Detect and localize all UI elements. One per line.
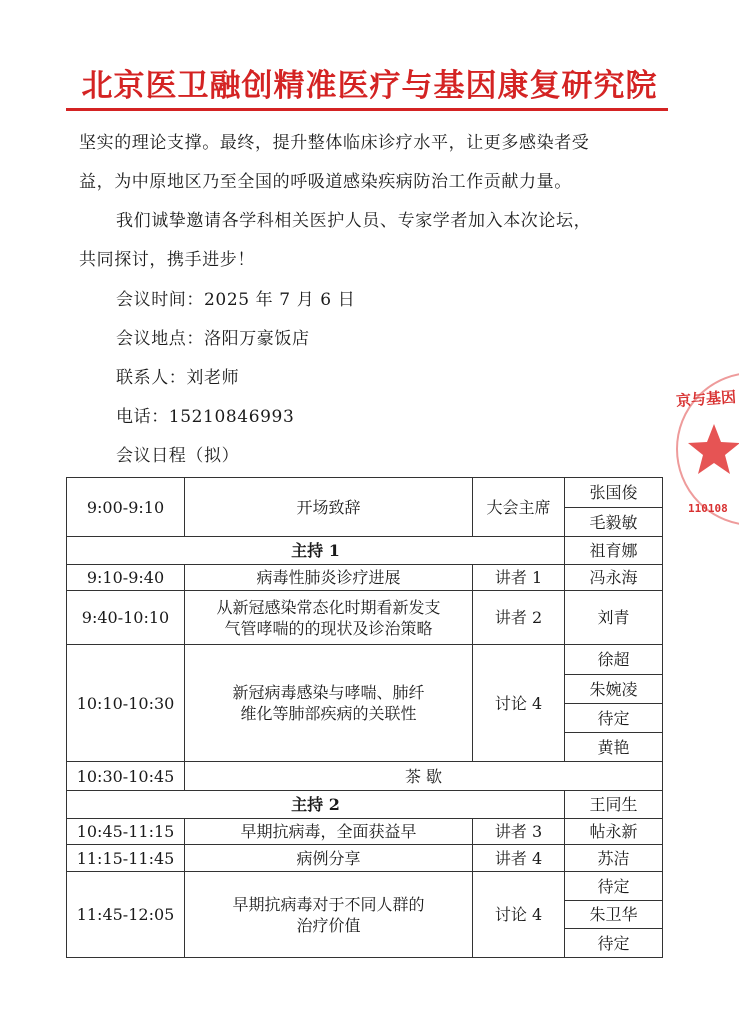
time-cell: 9:40-10:10 xyxy=(67,591,185,645)
topic-line: 新冠病毒感染与哮喘、肺纤 xyxy=(232,683,425,702)
time-cell: 10:30-10:45 xyxy=(67,762,185,791)
table-row xyxy=(67,872,663,901)
host-label-cell: 主持 2 xyxy=(67,791,565,819)
paragraph-line: 坚实的理论支撑。最终，提升整体临床诊疗水平，让更多感染者受 xyxy=(79,133,590,153)
topic-cell xyxy=(185,591,473,645)
role-cell: 大会主席 xyxy=(473,478,565,537)
time-cell: 11:45-12:05 xyxy=(67,872,185,958)
paragraph-line: 我们诚挚邀请各学科相关医护人员、专家学者加入本次论坛， xyxy=(116,211,592,231)
time-cell: 10:10-10:30 xyxy=(67,645,185,762)
person-cell: 待定 xyxy=(565,872,663,901)
person-cell: 徐超 xyxy=(565,645,663,675)
table-row xyxy=(67,478,663,508)
meeting-phone: 电话：15210846993 xyxy=(116,407,295,427)
topic-line: 早期抗病毒对于不同人群的 xyxy=(232,894,425,914)
paragraph-line: 共同探讨，携手进步！ xyxy=(79,250,255,270)
person-cell: 苏洁 xyxy=(565,845,663,872)
topic-cell: 开场致辞 xyxy=(185,478,473,537)
official-seal xyxy=(668,372,739,532)
person-cell: 待定 xyxy=(565,704,663,733)
person-cell: 祖育娜 xyxy=(565,537,663,565)
topic-cell xyxy=(185,645,473,762)
person-cell: 朱卫华 xyxy=(565,901,663,929)
table-row xyxy=(67,591,663,645)
person-cell: 王同生 xyxy=(565,791,663,819)
meeting-contact: 联系人：刘老师 xyxy=(116,368,240,388)
table-row xyxy=(67,819,663,845)
table-row xyxy=(67,645,663,675)
table-row xyxy=(67,762,663,791)
person-cell: 刘青 xyxy=(565,591,663,645)
topic-cell: 早期抗病毒，全面获益早 xyxy=(185,819,473,845)
time-cell: 10:45-11:15 xyxy=(67,819,185,845)
topic-line: 维化等肺部疾病的关联性 xyxy=(240,704,417,723)
topic-cell xyxy=(185,872,473,958)
seal-text: 京与基因 xyxy=(675,387,737,411)
table-row xyxy=(67,537,663,565)
header-title: 北京医卫融创精准医疗与基因康复研究院 xyxy=(81,68,658,104)
seal-number: 110108 xyxy=(688,502,728,515)
header-divider xyxy=(66,108,668,111)
seal-star-icon xyxy=(686,422,739,478)
role-cell: 讨论 4 xyxy=(473,645,565,762)
meeting-location: 会议地点：洛阳万豪饭店 xyxy=(116,329,310,349)
agenda-table xyxy=(66,477,663,958)
role-cell: 讲者 1 xyxy=(473,565,565,591)
role-cell: 讨论 4 xyxy=(473,872,565,958)
table-row xyxy=(67,845,663,872)
role-cell: 讲者 2 xyxy=(473,591,565,645)
time-cell: 9:10-9:40 xyxy=(67,565,185,591)
meeting-time: 会议时间：2025 年 7 月 6 日 xyxy=(116,290,356,310)
role-cell: 讲者 3 xyxy=(473,819,565,845)
topic-cell: 病例分享 xyxy=(185,845,473,872)
topic-line: 治疗价值 xyxy=(296,915,361,935)
person-cell: 毛毅敏 xyxy=(565,508,663,537)
person-cell: 待定 xyxy=(565,929,663,958)
person-cell: 帖永新 xyxy=(565,819,663,845)
host-label-cell: 主持 1 xyxy=(67,537,565,565)
break-cell: 茶 歇 xyxy=(185,762,663,791)
topic-line: 气管哮喘的的现状及诊治策略 xyxy=(224,618,433,638)
role-cell: 讲者 4 xyxy=(473,845,565,872)
table-row xyxy=(67,791,663,819)
agenda-title: 会议日程（拟） xyxy=(116,446,240,466)
topic-line: 从新冠感染常态化时期看新发支 xyxy=(216,597,441,617)
topic-cell: 病毒性肺炎诊疗进展 xyxy=(185,565,473,591)
person-cell: 冯永海 xyxy=(565,565,663,591)
table-row xyxy=(67,565,663,591)
time-cell: 11:15-11:45 xyxy=(67,845,185,872)
person-cell: 张国俊 xyxy=(565,478,663,508)
time-cell: 9:00-9:10 xyxy=(67,478,185,537)
person-cell: 黄艳 xyxy=(565,733,663,762)
person-cell: 朱婉凌 xyxy=(565,675,663,704)
paragraph-line: 益，为中原地区乃至全国的呼吸道感染疾病防治工作贡献力量。 xyxy=(79,172,572,192)
